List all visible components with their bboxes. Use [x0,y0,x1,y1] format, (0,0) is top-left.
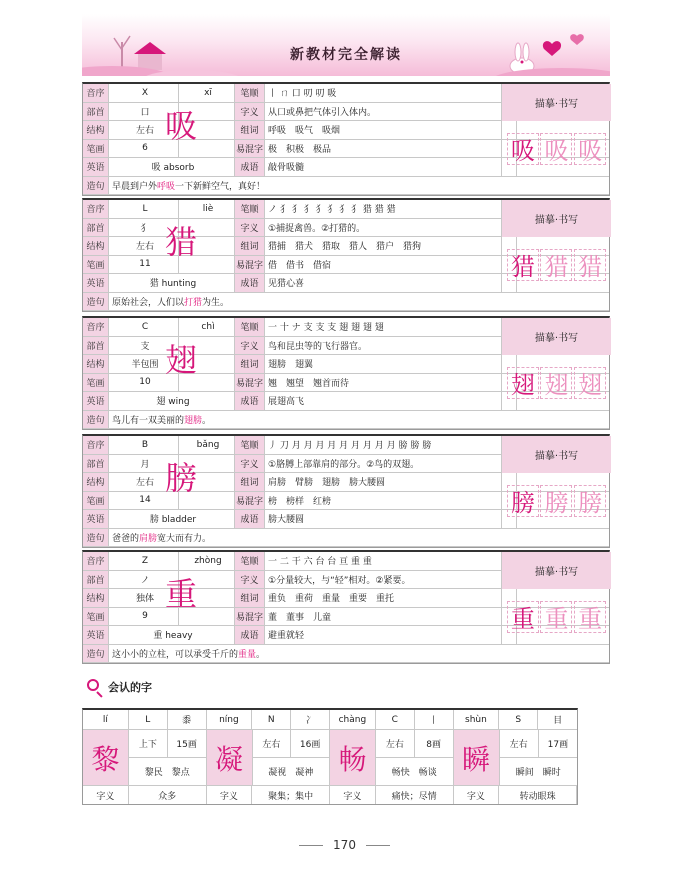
recognize-item [454,730,578,785]
chengyu-value: 避重就轻 [265,626,517,644]
header-banner [82,14,610,76]
copy-char: 翅 [540,367,572,399]
label-zaoju: 造句 [83,293,109,311]
ziyi-value: ①捕捉禽兽。②打猎的。 [265,219,517,237]
label-ziyi: 字义 [235,219,265,237]
recognize-meaning-label: 字义 [454,786,500,804]
copy-char: 膀 [574,485,606,517]
copy-area [501,589,611,644]
jiegou-value: 左右 [109,473,179,491]
label-zuci: 组词 [235,355,265,373]
copy-char: 猎 [574,249,606,281]
bishun-value: 丿 刀 月 月 月 月 月 月 月 月 月 膀 膀 膀 [265,436,517,454]
jiegou-value: 独体 [109,589,179,607]
bishun-value: 一 十 ナ 支 支 支 翅 翅 翅 翅 [265,318,517,336]
pinyin-value: chì [179,318,235,336]
page-number-text: 170 [333,838,356,852]
recognize-table [82,708,578,805]
copy-header: 描摹·书写 [501,436,611,473]
recognize-yinxu: S [499,710,538,729]
label-english: 英语 [83,158,109,176]
english-value: 吸 absorb [109,158,235,176]
label-chengyu: 成语 [235,510,265,528]
row-zaoju [83,177,609,196]
recognize-character: 瞬 [454,730,500,785]
yinxu-value: Z [109,552,179,570]
zaoju-sentence [109,293,609,311]
recognize-character: 黎 [83,730,129,785]
yicuozi-value: 借 借书 借宿 [265,256,517,274]
copy-char: 吸 [574,133,606,165]
recognize-bushou: 目 [553,716,563,726]
recognize-jiegou: 左右 [500,730,539,757]
recognize-header-row [83,710,577,730]
copy-char: 吸 [507,133,539,165]
zaoju-post: 一下新鲜空气，真好！ [175,181,266,192]
bishun-value: 丨 ㄇ 口 叨 叨 吸 [265,84,517,102]
recognize-meaning: 聚集；集中 [252,786,330,804]
recognize-bushou: 冫 [291,710,330,729]
label-yinxu: 音序 [83,200,109,218]
recognize-item [330,730,454,785]
label-zaoju: 造句 [83,411,109,429]
zaoju-highlight: 翅膀 [184,415,203,426]
zaoju-pre: 这小小的立柱，可以承受千斤的 [112,649,239,660]
pinyin-value: liè [179,200,235,218]
zaoju-post: 宽大而有力。 [157,533,212,544]
copy-area [501,473,611,528]
copy-char: 重 [574,601,606,633]
chengyu-value: 敲骨吸髓 [265,158,517,176]
yinxu-value: X [109,84,179,102]
label-zaoju: 造句 [83,645,109,663]
bihua-value: 10 [109,374,179,392]
label-bushou: 部首 [83,337,109,355]
jiegou-value: 左右 [109,237,179,255]
ziyi-value: ①胳膊上部靠肩的部分。②鸟的双翅。 [265,455,517,473]
english-value: 翅 wing [109,392,235,410]
copy-header: 描摹·书写 [501,318,611,355]
label-yinxu: 音序 [83,552,109,570]
recognize-meaning: 众多 [129,786,207,804]
label-bihua: 笔画 [83,492,109,510]
zaoju-highlight: 呼吸 [157,181,176,192]
label-bishun: 笔顺 [235,318,265,336]
main-character: 翅 [164,341,197,379]
yicuozi-value: 极 积极 极品 [265,140,517,158]
recognize-meaning-label: 字义 [330,786,376,804]
zaoju-sentence [109,177,609,195]
copy-header: 描摹·书写 [501,84,611,121]
chengyu-value: 见猎心喜 [265,274,517,292]
character-block [82,316,610,430]
zaoju-pre: 鸟儿有一双美丽的 [112,415,185,426]
label-bihua: 笔画 [83,140,109,158]
label-jiegou: 结构 [83,237,109,255]
label-bishun: 笔顺 [235,200,265,218]
label-yicuozi: 易混字 [235,492,265,510]
main-character: 猎 [164,223,197,261]
main-character: 膀 [164,459,197,497]
english-value: 重 heavy [109,626,235,644]
copy-area [501,355,611,410]
bihua-value: 6 [109,140,179,158]
copy-char: 猎 [507,249,539,281]
label-yicuozi: 易混字 [235,374,265,392]
yicuozi-value: 董 董事 儿童 [265,608,517,626]
label-bushou: 部首 [83,219,109,237]
label-jiegou: 结构 [83,473,109,491]
recognize-pinyin: chàng [330,710,376,729]
zaoju-sentence [109,411,609,429]
recognize-title-text: 会认的字 [108,681,152,694]
bihua-value: 14 [109,492,179,510]
recognize-jiegou: 上下 [129,730,168,757]
zaoju-highlight: 肩膀 [139,533,158,544]
label-chengyu: 成语 [235,392,265,410]
copy-char: 翅 [574,367,606,399]
zaoju-post: 。 [202,415,212,426]
ziyi-value: ①分量较大，与“轻”相对。②紧要。 [265,571,517,589]
recognize-meaning-label: 字义 [207,786,253,804]
copy-header: 描摹·书写 [501,552,611,589]
recognize-jiegou: 左右 [376,730,415,757]
recognize-bushou: 丨 [415,710,454,729]
recognize-bihua: 8画 [426,740,441,750]
copy-header: 描摹·书写 [501,200,611,237]
label-english: 英语 [83,626,109,644]
magnifier-icon [86,678,104,696]
label-jiegou: 结构 [83,355,109,373]
english-value: 猎 hunting [109,274,235,292]
label-zaoju: 造句 [83,177,109,195]
label-bihua: 笔画 [83,374,109,392]
label-ziyi: 字义 [235,337,265,355]
recognize-section-title [86,678,152,696]
label-bushou: 部首 [83,455,109,473]
recognize-words: 凝视 凝神 [268,768,314,778]
character-block [82,550,610,664]
yinxu-value: L [109,200,179,218]
label-bihua: 笔画 [83,256,109,274]
ziyi-value: 鸟和昆虫等的飞行器官。 [265,337,517,355]
yinxu-value: B [109,436,179,454]
recognize-bihua: 17画 [547,740,569,750]
recognize-words: 黎民 黎点 [144,768,190,778]
zuci-value: 重负 重荷 重量 重要 重托 [265,589,517,607]
yinxu-value: C [109,318,179,336]
zaoju-post: 。 [256,649,266,660]
zuci-value: 肩膀 臂膀 翅膀 膀大腰圆 [265,473,517,491]
jiegou-value: 左右 [109,121,179,139]
recognize-meaning-label: 字义 [83,786,129,804]
label-bushou: 部首 [83,103,109,121]
label-jiegou: 结构 [83,121,109,139]
label-ziyi: 字义 [235,455,265,473]
label-english: 英语 [83,510,109,528]
label-yinxu: 音序 [83,84,109,102]
label-zuci: 组词 [235,121,265,139]
bihua-value: 11 [109,256,179,274]
label-english: 英语 [83,274,109,292]
recognize-words: 畅快 畅谈 [391,768,437,778]
copy-area [501,237,611,292]
label-jiegou: 结构 [83,589,109,607]
pinyin-value: zhòng [179,552,235,570]
bushou-value: 支 [109,337,179,355]
character-block [82,198,610,312]
recognize-meaning: 痛快；尽情 [376,786,454,804]
label-yicuozi: 易混字 [235,256,265,274]
label-chengyu: 成语 [235,274,265,292]
recognize-character: 凝 [207,730,253,785]
character-block [82,82,610,196]
row-zaoju [83,411,609,430]
label-zaoju: 造句 [83,529,109,547]
row-zaoju [83,293,609,312]
bishun-value: ノ 犭 犭 犭 犭 犭 犭 犭 猎 猎 猎 [265,200,517,218]
label-zuci: 组词 [235,237,265,255]
zuci-value: 翅膀 翅翼 [265,355,517,373]
recognize-jiegou: 左右 [253,730,292,757]
main-character: 吸 [164,107,197,145]
recognize-character: 畅 [330,730,376,785]
row-zaoju [83,529,609,548]
recognize-yinxu: L [129,710,168,729]
copy-char: 重 [540,601,572,633]
copy-char: 重 [507,601,539,633]
zaoju-sentence [109,529,609,547]
label-bushou: 部首 [83,571,109,589]
label-yicuozi: 易混字 [235,608,265,626]
banner-title: 新教材完全解读 [290,47,402,63]
bushou-value: 犭 [109,219,179,237]
zaoju-highlight: 重量 [238,649,257,660]
label-zuci: 组词 [235,473,265,491]
bihua-value: 9 [109,608,179,626]
bushou-value: ノ [109,571,179,589]
bushou-value: 口 [109,103,179,121]
pinyin-value: bǎng [179,436,235,454]
label-english: 英语 [83,392,109,410]
copy-char: 翅 [507,367,539,399]
label-chengyu: 成语 [235,626,265,644]
yicuozi-value: 翘 翘望 翘首而待 [265,374,517,392]
label-yicuozi: 易混字 [235,140,265,158]
recognize-yinxu: N [252,710,291,729]
chengyu-value: 膀大腰圆 [265,510,517,528]
zaoju-highlight: 打猎 [184,297,203,308]
bishun-value: 一 二 干 六 台 台 亘 重 重 [265,552,517,570]
recognize-main-row [83,730,577,786]
recognize-yinxu: C [376,710,415,729]
label-zuci: 组词 [235,589,265,607]
bushou-value: 月 [109,455,179,473]
recognize-meaning: 转动眼珠 [499,786,577,804]
copy-char: 膀 [540,485,572,517]
recognize-pinyin: shùn [454,710,500,729]
row-zaoju [83,645,609,664]
copy-area [501,121,611,176]
recognize-pinyin: lí [83,710,129,729]
character-block [82,434,610,548]
label-bishun: 笔顺 [235,84,265,102]
recognize-item [83,730,207,785]
label-bishun: 笔顺 [235,436,265,454]
pinyin-value: xī [179,84,235,102]
recognize-item [207,730,331,785]
zuci-value: 猎捕 猎犬 猎取 猎人 猎户 猎狗 [265,237,517,255]
zaoju-sentence [109,645,609,663]
label-yinxu: 音序 [83,436,109,454]
zaoju-pre: 原始社会，人们以 [112,297,185,308]
recognize-words: 瞬间 瞬时 [515,768,561,778]
zaoju-pre: 爸爸的 [112,533,140,544]
label-ziyi: 字义 [235,103,265,121]
zaoju-pre: 早晨到户外 [112,181,158,192]
label-chengyu: 成语 [235,158,265,176]
label-ziyi: 字义 [235,571,265,589]
copy-char: 吸 [540,133,572,165]
recognize-bihua: 16画 [299,740,321,750]
ziyi-value: 从口或鼻把气体引入体内。 [265,103,517,121]
zuci-value: 呼吸 吸气 吸烟 [265,121,517,139]
main-character: 重 [164,575,197,613]
label-bihua: 笔画 [83,608,109,626]
recognize-pinyin: níng [207,710,253,729]
label-yinxu: 音序 [83,318,109,336]
recognize-meaning-row [83,786,577,804]
recognize-bihua: 15画 [176,740,197,750]
recognize-bushou: 黍 [168,710,207,729]
label-bishun: 笔顺 [235,552,265,570]
jiegou-value: 半包围 [109,355,179,373]
yicuozi-value: 榜 榜样 红榜 [265,492,517,510]
english-value: 膀 bladder [109,510,235,528]
page-number [0,838,689,852]
chengyu-value: 展翅高飞 [265,392,517,410]
zaoju-post: 为生。 [202,297,230,308]
copy-char: 猎 [540,249,572,281]
copy-char: 膀 [507,485,539,517]
